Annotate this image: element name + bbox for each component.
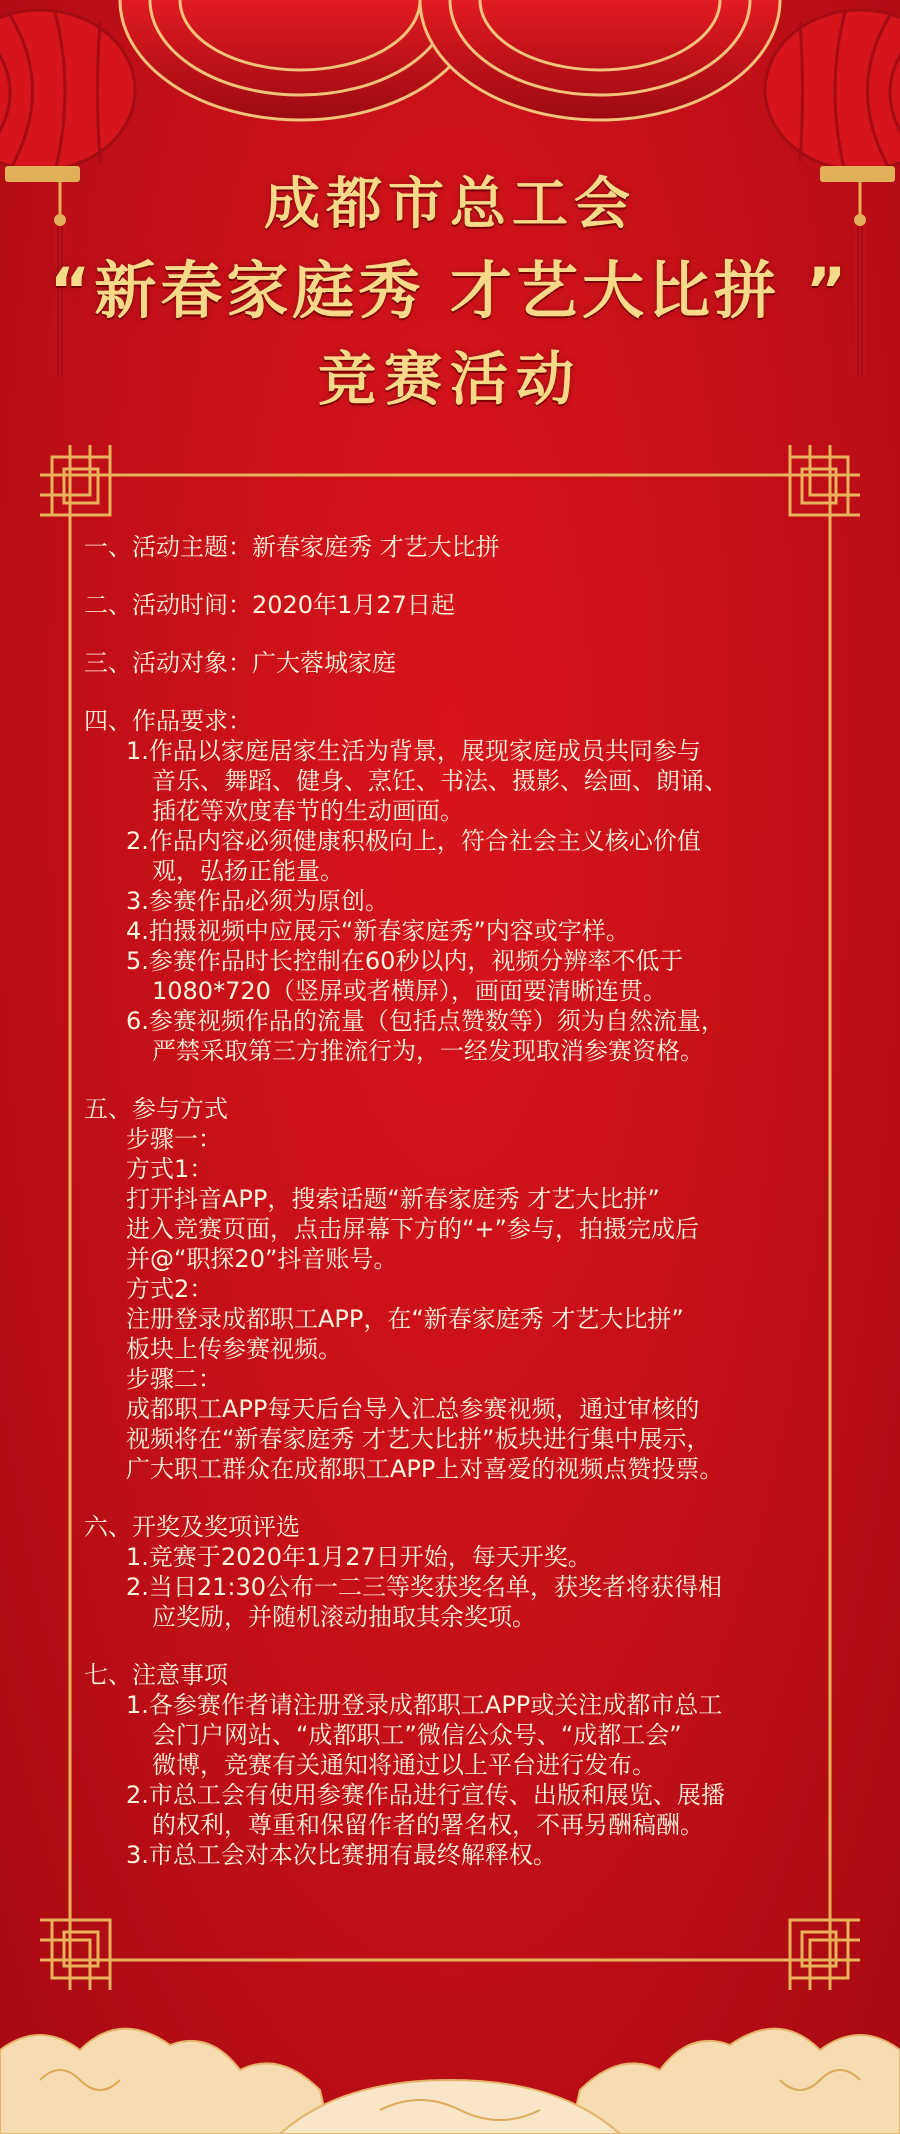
step-label: 步骤一： — [126, 1125, 222, 1153]
item-cont: 音乐、舞蹈、健身、烹饪、书法、摄影、绘画、朗诵、 — [152, 767, 728, 795]
text-line: 广大职工群众在成都职工APP上对喜爱的视频点赞投票。 — [126, 1455, 724, 1483]
item-cont: 观，弘扬正能量。 — [152, 857, 344, 885]
item-text: 4.拍摄视频中应展示“新春家庭秀”内容或字样。 — [126, 917, 630, 945]
section-6 — [84, 1512, 824, 1632]
section-5 — [84, 1094, 824, 1484]
item-text: 2.市总工会有使用参赛作品进行宣传、出版和展览、展播 — [126, 1781, 725, 1809]
item-cont: 应奖励，并随机滚动抽取其余奖项。 — [152, 1603, 536, 1631]
title-line-2: “新春家庭秀 才艺大比拼 ” — [49, 254, 851, 327]
section-2-line: 二、活动时间：2020年1月27日起 — [84, 591, 455, 619]
text-line: 打开抖音APP，搜索话题“新春家庭秀 才艺大比拼” — [126, 1185, 660, 1213]
method-label: 方式2： — [126, 1275, 214, 1303]
content-body — [84, 532, 824, 1898]
section-2 — [84, 590, 824, 620]
section-4-head: 四、作品要求： — [84, 707, 252, 735]
section-6-head: 六、开奖及奖项评选 — [84, 1513, 300, 1541]
section-3 — [84, 648, 824, 678]
item-cont: 插花等欢度春节的生动画面。 — [152, 797, 464, 825]
text-line: 进入竞赛页面，点击屏幕下方的“+”参与，拍摄完成后 — [126, 1215, 699, 1243]
list-item — [84, 1840, 824, 1870]
text-line: 板块上传参赛视频。 — [126, 1335, 342, 1363]
item-text: 6.参赛视频作品的流量（包括点赞数等）须为自然流量， — [126, 1007, 725, 1035]
list-item — [84, 1690, 824, 1780]
item-text: 1.作品以家庭居家生活为背景，展现家庭成员共同参与 — [126, 737, 701, 765]
list-item — [84, 1572, 824, 1632]
text-line: 并@“职探20”抖音账号。 — [126, 1245, 398, 1273]
text-line: 视频将在“新春家庭秀 才艺大比拼”板块进行集中展示， — [126, 1425, 711, 1453]
title-line-1: 成都市总工会 — [264, 172, 636, 237]
text-line: 注册登录成都职工APP，在“新春家庭秀 才艺大比拼” — [126, 1305, 684, 1333]
list-item — [84, 826, 824, 886]
list-item — [84, 1780, 824, 1840]
item-cont: 严禁采取第三方推流行为，一经发现取消参赛资格。 — [152, 1037, 704, 1065]
section-5-head: 五、参与方式 — [84, 1095, 228, 1123]
item-text: 2.当日21:30公布一二三等奖获奖名单，获奖者将获得相 — [126, 1573, 723, 1601]
list-item — [84, 916, 824, 946]
section-1 — [84, 532, 824, 562]
item-text: 1.各参赛作者请注册登录成都职工APP或关注成都市总工 — [126, 1691, 723, 1719]
list-item — [84, 946, 824, 1006]
text-line: 成都职工APP每天后台导入汇总参赛视频，通过审核的 — [126, 1395, 700, 1423]
section-4 — [84, 706, 824, 1066]
section-7 — [84, 1660, 824, 1870]
item-cont: 会门户网站、“成都职工”微信公众号、“成都工会” — [152, 1721, 682, 1749]
item-cont: 的权利，尊重和保留作者的署名权，不再另酬稿酬。 — [152, 1811, 704, 1839]
section-1-line: 一、活动主题：新春家庭秀 才艺大比拼 — [84, 533, 500, 561]
item-text: 3.参赛作品必须为原创。 — [126, 887, 389, 915]
item-cont: 1080*720（竖屏或者横屏），画面要清晰连贯。 — [152, 977, 667, 1005]
item-text: 3.市总工会对本次比赛拥有最终解释权。 — [126, 1841, 557, 1869]
bottom-cloud-ornament — [0, 1960, 900, 2134]
section-7-head: 七、注意事项 — [84, 1661, 228, 1689]
list-item — [84, 1006, 824, 1066]
title-line-3: 竞赛活动 — [317, 345, 582, 413]
item-text: 2.作品内容必须健康积极向上，符合社会主义核心价值 — [126, 827, 701, 855]
item-cont: 微博，竞赛有关通知将通过以上平台进行发布。 — [152, 1751, 656, 1779]
item-text: 5.参赛作品时长控制在60秒以内，视频分辨率不低于 — [126, 947, 684, 975]
list-item — [84, 1542, 824, 1572]
step-label: 步骤二： — [126, 1365, 222, 1393]
method-label: 方式1： — [126, 1155, 214, 1183]
title-block — [0, 170, 900, 418]
section-3-line: 三、活动对象：广大蓉城家庭 — [84, 649, 396, 677]
list-item — [84, 736, 824, 826]
list-item — [84, 886, 824, 916]
item-text: 1.竞赛于2020年1月27日开始，每天开奖。 — [126, 1543, 592, 1571]
